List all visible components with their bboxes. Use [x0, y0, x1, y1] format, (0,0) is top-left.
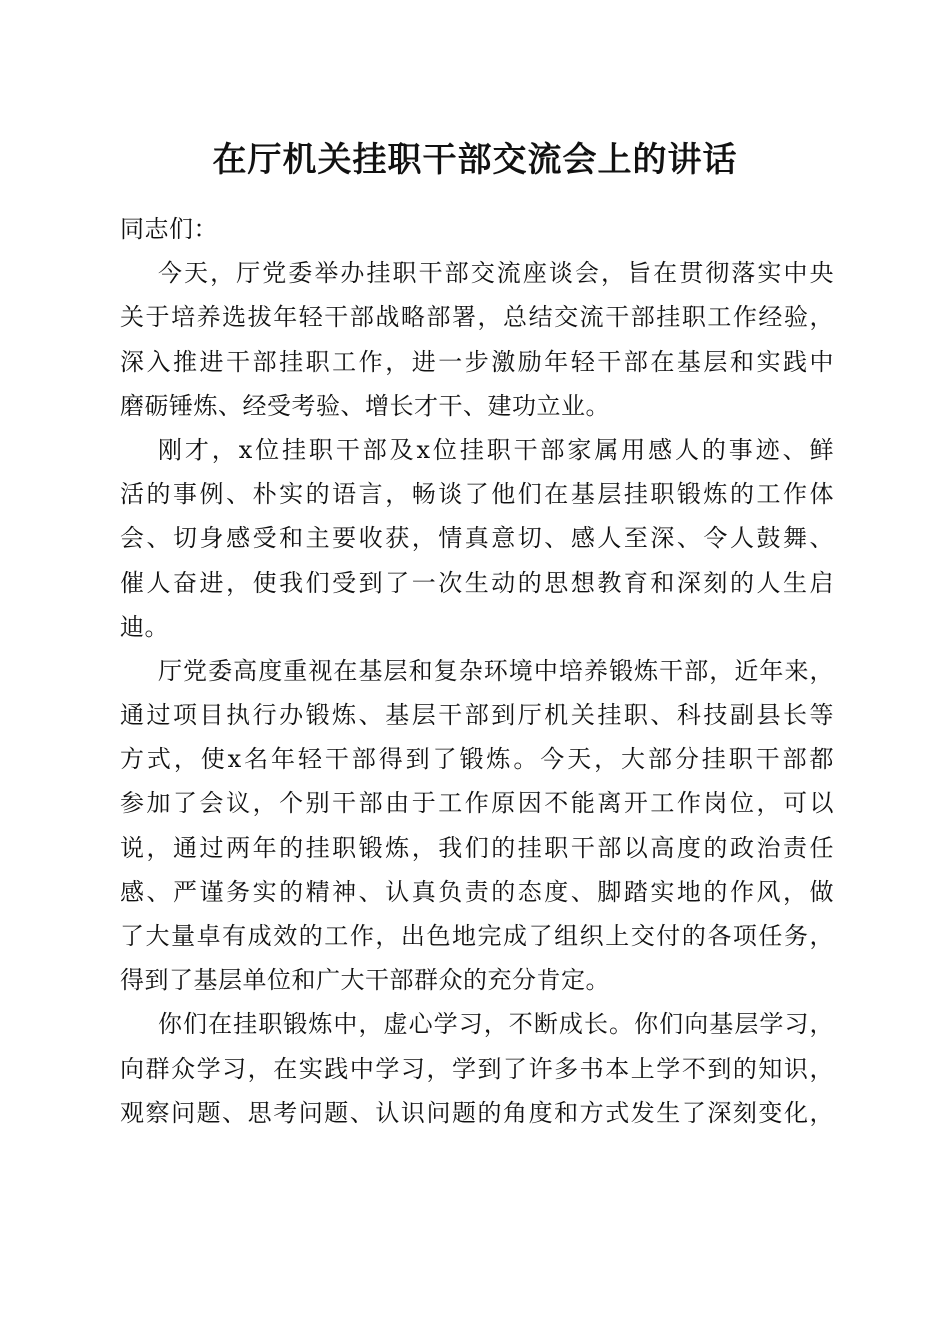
paragraph-lines — [120, 251, 834, 1135]
document-title: 在厅机关挂职干部交流会上的讲话 — [212, 140, 738, 180]
text-line: 说，通过两年的挂职锻炼，我们的挂职干部以高度的政治责任 — [120, 833, 834, 862]
text-line: 得到了基层单位和广大干部群众的充分肯定。 — [120, 966, 610, 995]
text-line: 刚才，x位挂职干部及x位挂职干部家属用感人的事迹、鲜 — [158, 435, 834, 464]
text-line: 今天，厅党委举办挂职干部交流座谈会，旨在贯彻落实中央 — [158, 259, 834, 288]
text-line: 催人奋进，使我们受到了一次生动的思想教育和深刻的人生启 — [120, 568, 834, 597]
text-line: 厅党委高度重视在基层和复杂环境中培养锻炼干部，近年来， — [158, 656, 834, 685]
text-line: 迪。 — [120, 612, 169, 641]
text-line: 磨砺锤炼、经受考验、增长才干、建功立业。 — [120, 391, 610, 420]
text-line: 方式，使x名年轻干部得到了锻炼。今天，大部分挂职干部都 — [120, 745, 834, 774]
document-body — [120, 207, 834, 1135]
text-line: 关于培养选拔年轻干部战略部署，总结交流干部挂职工作经验， — [120, 303, 834, 332]
salutation: 同志们： — [120, 215, 218, 243]
text-line: 深入推进干部挂职工作，进一步激励年轻干部在基层和实践中 — [120, 347, 834, 376]
text-line: 会、切身感受和主要收获，情真意切、感人至深、令人鼓舞、 — [120, 524, 834, 553]
text-line: 你们在挂职锻炼中，虚心学习，不断成长。你们向基层学习， — [158, 1010, 834, 1039]
text-line: 感、严谨务实的精神、认真负责的态度、脚踏实地的作风，做 — [120, 877, 834, 906]
text-line: 了大量卓有成效的工作，出色地完成了组织上交付的各项任务， — [120, 922, 834, 950]
text-line: 通过项目执行办锻炼、基层干部到厅机关挂职、科技副县长等 — [120, 701, 834, 730]
text-line: 活的事例、朴实的语言，畅谈了他们在基层挂职锻炼的工作体 — [120, 480, 834, 509]
text-line: 参加了会议，个别干部由于工作原因不能离开工作岗位，可以 — [120, 789, 834, 818]
text-line: 向群众学习，在实践中学习，学到了许多书本上学不到的知识， — [120, 1054, 834, 1083]
text-line: 观察问题、思考问题、认识问题的角度和方式发生了深刻变化， — [120, 1098, 834, 1127]
